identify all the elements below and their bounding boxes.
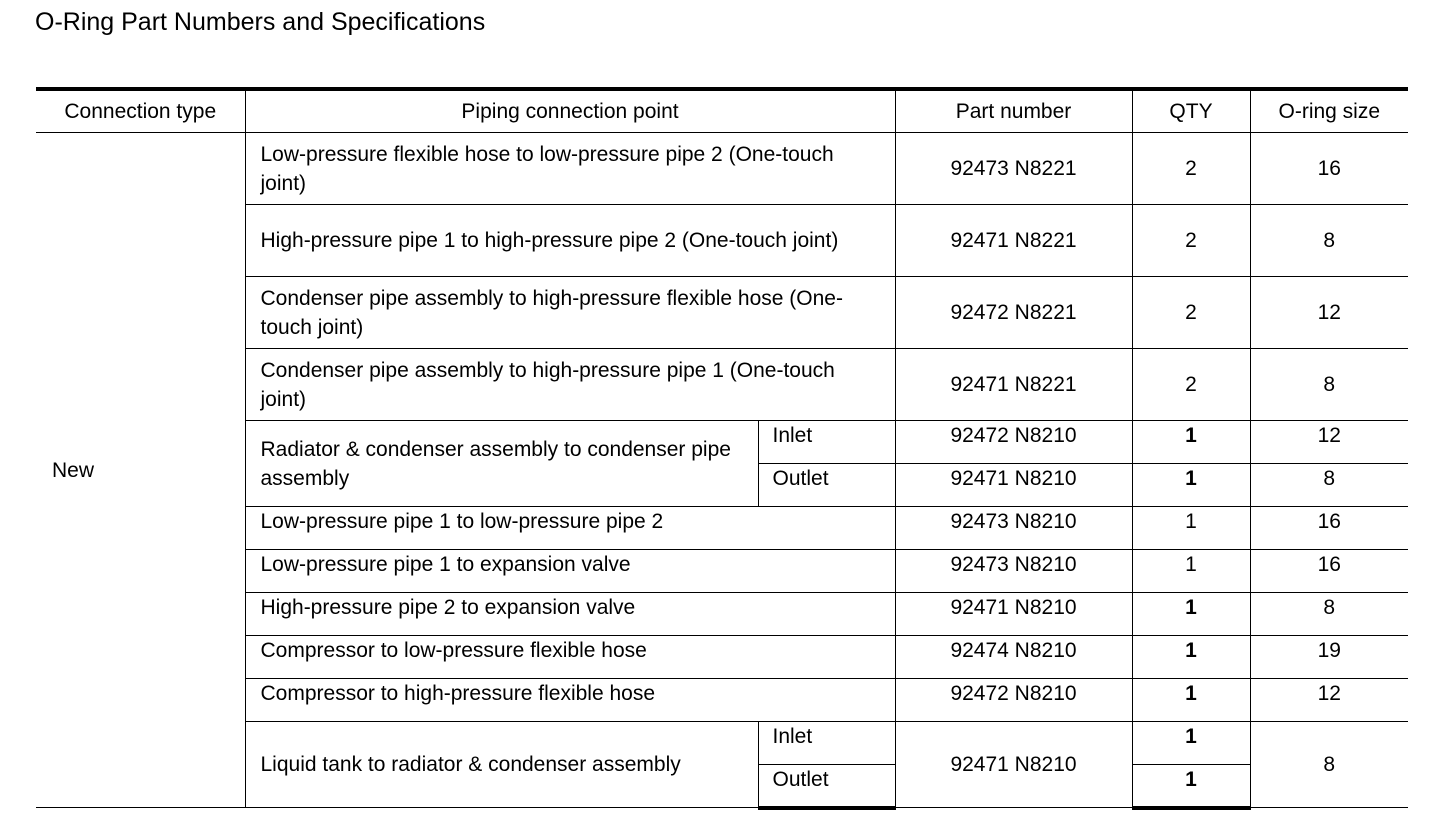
header-connection-type: Connection type xyxy=(36,89,245,133)
part-number-cell: 92471 N8210 xyxy=(895,464,1132,507)
oring-size-cell: 8 xyxy=(1250,205,1408,277)
qty-cell: 2 xyxy=(1132,205,1250,277)
oring-spec-table xyxy=(36,87,1408,810)
oring-size-cell: 12 xyxy=(1250,277,1408,349)
qty-cell: 1 xyxy=(1132,593,1250,636)
header-row xyxy=(36,89,1408,133)
oring-size-cell: 19 xyxy=(1250,636,1408,679)
qty-cell: 1 xyxy=(1132,722,1250,765)
qty-cell: 1 xyxy=(1132,636,1250,679)
piping-point-cell: High-pressure pipe 2 to expansion valve xyxy=(245,593,895,636)
sub-point-cell-outlet: Outlet xyxy=(758,765,895,808)
oring-size-cell: 16 xyxy=(1250,133,1408,205)
page-title: O-Ring Part Numbers and Specifications xyxy=(35,8,486,36)
qty-cell: 1 xyxy=(1132,765,1250,808)
part-number-cell: 92472 N8210 xyxy=(895,421,1132,464)
piping-point-cell: Liquid tank to radiator & condenser assembly xyxy=(245,722,758,808)
part-number-cell: 92471 N8210 xyxy=(895,593,1132,636)
part-number-cell: 92471 N8210 xyxy=(895,722,1132,808)
oring-size-cell: 8 xyxy=(1250,464,1408,507)
part-number-cell: 92473 N8221 xyxy=(895,133,1132,205)
qty-cell: 1 xyxy=(1132,507,1250,550)
qty-cell: 1 xyxy=(1132,679,1250,722)
oring-size-cell: 16 xyxy=(1250,507,1408,550)
oring-size-cell: 8 xyxy=(1250,349,1408,421)
oring-size-cell: 8 xyxy=(1250,593,1408,636)
piping-point-cell: Compressor to low-pressure flexible hose xyxy=(245,636,895,679)
part-number-cell: 92474 N8210 xyxy=(895,636,1132,679)
qty-cell: 2 xyxy=(1132,349,1250,421)
piping-point-cell: Condenser pipe assembly to high-pressure pipe 1 (One-touch joint) xyxy=(245,349,895,421)
part-number-cell: 92471 N8221 xyxy=(895,349,1132,421)
table-row xyxy=(36,133,1408,205)
part-number-cell: 92472 N8221 xyxy=(895,277,1132,349)
piping-point-cell: Low-pressure pipe 1 to expansion valve xyxy=(245,550,895,593)
header-qty: QTY xyxy=(1132,89,1250,133)
sub-point-cell-outlet: Outlet xyxy=(758,464,895,507)
piping-point-cell: Low-pressure flexible hose to low-pressure pipe 2 (One-touch joint) xyxy=(245,133,895,205)
qty-cell: 1 xyxy=(1132,464,1250,507)
piping-point-cell: High-pressure pipe 1 to high-pressure pipe 2 (One-touch joint) xyxy=(245,205,895,277)
oring-size-cell: 12 xyxy=(1250,679,1408,722)
qty-cell: 1 xyxy=(1132,550,1250,593)
piping-point-cell: Low-pressure pipe 1 to low-pressure pipe 2 xyxy=(245,507,895,550)
connection-type-cell: New xyxy=(36,133,245,808)
header-oring-size: O-ring size xyxy=(1250,89,1408,133)
qty-cell: 1 xyxy=(1132,421,1250,464)
sub-point-cell-inlet: Inlet xyxy=(758,722,895,765)
part-number-cell: 92473 N8210 xyxy=(895,550,1132,593)
oring-size-cell: 12 xyxy=(1250,421,1408,464)
qty-cell: 2 xyxy=(1132,133,1250,205)
part-number-cell: 92473 N8210 xyxy=(895,507,1132,550)
header-part-number: Part number xyxy=(895,89,1132,133)
oring-size-cell: 8 xyxy=(1250,722,1408,808)
part-number-cell: 92472 N8210 xyxy=(895,679,1132,722)
qty-cell: 2 xyxy=(1132,277,1250,349)
part-number-cell: 92471 N8221 xyxy=(895,205,1132,277)
sub-point-cell-inlet: Inlet xyxy=(758,421,895,464)
piping-point-cell: Compressor to high-pressure flexible hose xyxy=(245,679,895,722)
header-piping-connection-point: Piping connection point xyxy=(245,89,895,133)
piping-point-cell: Radiator & condenser assembly to condenser pipe assembly xyxy=(245,421,758,507)
oring-size-cell: 16 xyxy=(1250,550,1408,593)
piping-point-cell: Condenser pipe assembly to high-pressure flexible hose (One-touch joint) xyxy=(245,277,895,349)
